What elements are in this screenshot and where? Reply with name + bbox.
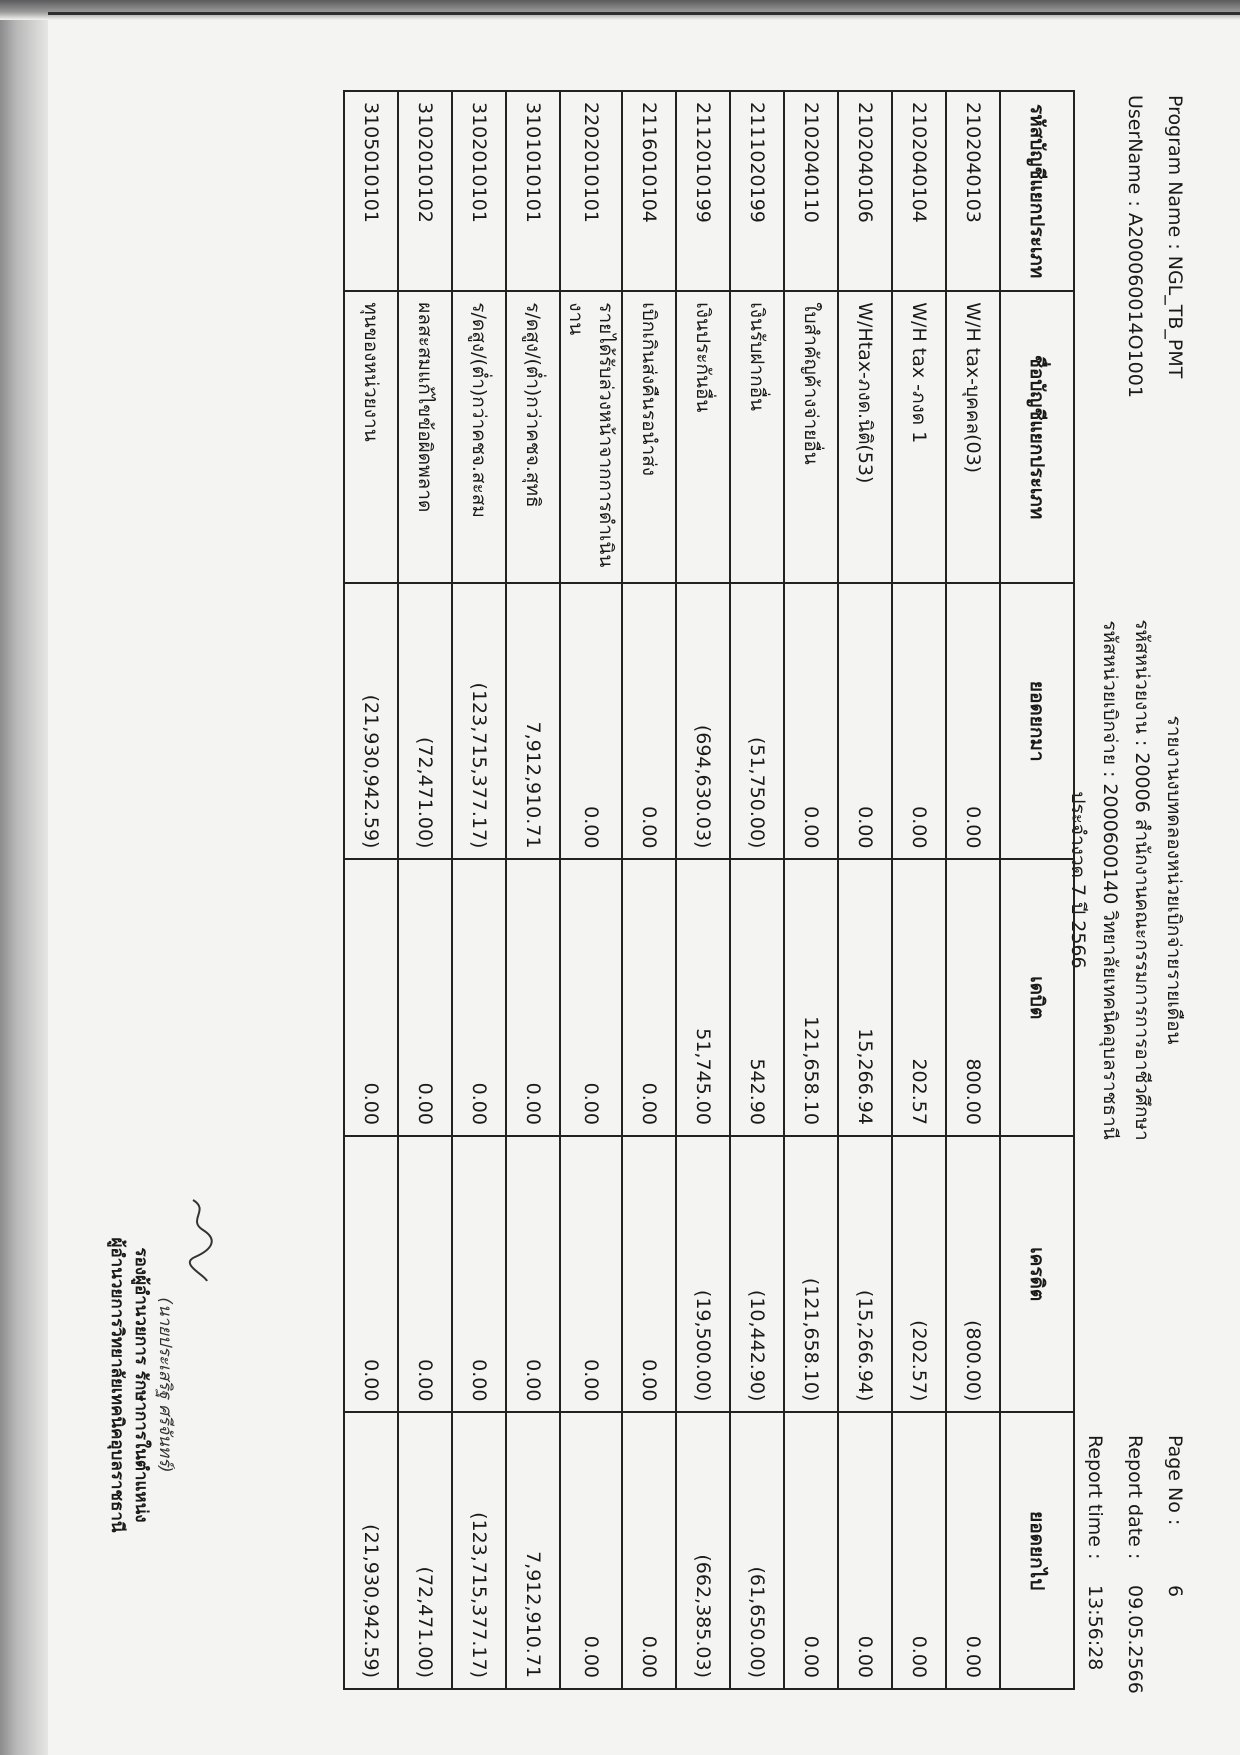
credit-cell: 0.00 xyxy=(622,1136,676,1412)
account-name-cell: ผลสะสมแก้ไขข้อผิดพลาด xyxy=(398,291,452,583)
col-account-name: ชื่อบัญชีแยกประเภท xyxy=(1000,291,1074,583)
account-name-cell: ร/ดสูง/(ต่ำ)กว่าคชจ.สุทธิ xyxy=(506,291,560,583)
credit-cell: 0.00 xyxy=(344,1136,398,1412)
credit-cell: (800.00) xyxy=(946,1136,1000,1412)
brought-forward-cell: 0.00 xyxy=(784,583,838,859)
table-row xyxy=(838,91,892,1689)
col-credit: เครดิต xyxy=(1000,1136,1074,1412)
debit-cell: 800.00 xyxy=(946,859,1000,1135)
carried-forward-cell: (21,930,942.59) xyxy=(344,1412,398,1689)
account-code-cell: 2102040104 xyxy=(892,91,946,291)
account-code-cell: 2202010101 xyxy=(560,91,622,291)
col-debit: เดบิต xyxy=(1000,859,1074,1135)
carried-forward-cell: (72,471.00) xyxy=(398,1412,452,1689)
brought-forward-cell: (694,630.03) xyxy=(676,583,730,859)
debit-cell: 0.00 xyxy=(344,859,398,1135)
carried-forward-cell: (61,650.00) xyxy=(730,1412,784,1689)
table-header-row xyxy=(1000,91,1074,1689)
debit-cell: 542.90 xyxy=(730,859,784,1135)
brought-forward-cell: 7,912,910.71 xyxy=(506,583,560,859)
table-row xyxy=(452,91,506,1689)
report-time: 13:56:28 xyxy=(1084,1585,1106,1671)
scan-left-edge xyxy=(0,0,48,1755)
brought-forward-cell: (21,930,942.59) xyxy=(344,583,398,859)
report-title: รายงานงบทดลองหน่วยเบิกจ่ายรายเดือน xyxy=(1163,715,1185,1045)
scan-top-line xyxy=(48,12,1240,15)
brought-forward-cell: (72,471.00) xyxy=(398,583,452,859)
account-code-cell: 2102040110 xyxy=(784,91,838,291)
brought-forward-cell: 0.00 xyxy=(622,583,676,859)
debit-cell: 0.00 xyxy=(452,859,506,1135)
report-date: 09.05.2566 xyxy=(1124,1585,1146,1694)
report-meta xyxy=(1075,1435,1195,1694)
brought-forward-cell: 0.00 xyxy=(560,583,622,859)
table-row xyxy=(344,91,398,1689)
table-row xyxy=(892,91,946,1689)
page-number: 6 xyxy=(1164,1585,1186,1598)
debit-cell: 202.57 xyxy=(892,859,946,1135)
carried-forward-cell: 0.00 xyxy=(946,1412,1000,1689)
account-code-cell: 3101010101 xyxy=(506,91,560,291)
agency-line: รหัสหน่วยงาน : 20006 สำนักงานคณะกรรมการการอาชีวศึกษา xyxy=(1131,619,1153,1141)
account-name-cell: เงินประกันอื่น xyxy=(676,291,730,583)
credit-cell: 0.00 xyxy=(560,1136,622,1412)
credit-cell: (121,658.10) xyxy=(784,1136,838,1412)
col-carried-forward: ยอดยกไป xyxy=(1000,1412,1074,1689)
carried-forward-cell: 7,912,910.71 xyxy=(506,1412,560,1689)
certification-block xyxy=(105,1105,177,1665)
signer-position: รองผู้อำนวยการ รักษาการในตำแหน่ง xyxy=(131,1247,151,1523)
table-row xyxy=(398,91,452,1689)
account-name-cell: W/Htax-ภงด.นิติ(53) xyxy=(838,291,892,583)
page-label: Page No : xyxy=(1164,1435,1186,1526)
credit-cell: 0.00 xyxy=(398,1136,452,1412)
report-date-label: Report date : xyxy=(1124,1435,1146,1560)
table-row xyxy=(730,91,784,1689)
debit-cell: 0.00 xyxy=(560,859,622,1135)
carried-forward-cell: 0.00 xyxy=(560,1412,622,1689)
carried-forward-cell: 0.00 xyxy=(892,1412,946,1689)
account-name-cell: ร/ดสูง/(ต่ำ)กว่าคชจ.สะสม xyxy=(452,291,506,583)
signer-organization: ผู้อำนวยการวิทยาลัยเทคนิคอุบลราชธานี xyxy=(107,1237,127,1533)
carried-forward-cell: (123,715,377.17) xyxy=(452,1412,506,1689)
col-brought-forward: ยอดยกมา xyxy=(1000,583,1074,859)
account-name-cell: ใบสำคัญค้างจ่ายอื่น xyxy=(784,291,838,583)
credit-cell: 0.00 xyxy=(506,1136,560,1412)
signature-mark xyxy=(185,1195,215,1285)
table-row xyxy=(676,91,730,1689)
credit-cell: (202.57) xyxy=(892,1136,946,1412)
account-code-cell: 3102010102 xyxy=(398,91,452,291)
credit-cell: (19,500.00) xyxy=(676,1136,730,1412)
account-code-cell: 3102010101 xyxy=(452,91,506,291)
account-name-cell: เบิกเกินส่งคืนรอนำส่ง xyxy=(622,291,676,583)
carried-forward-cell: 0.00 xyxy=(784,1412,838,1689)
credit-cell: (15,266.94) xyxy=(838,1136,892,1412)
brought-forward-cell: (51,750.00) xyxy=(730,583,784,859)
brought-forward-cell: 0.00 xyxy=(838,583,892,859)
carried-forward-cell: 0.00 xyxy=(838,1412,892,1689)
account-code-cell: 2111020199 xyxy=(730,91,784,291)
credit-cell: (10,442.90) xyxy=(730,1136,784,1412)
account-code-cell: 3105010101 xyxy=(344,91,398,291)
brought-forward-cell: (123,715,377.17) xyxy=(452,583,506,859)
rotated-report-sheet xyxy=(107,55,1215,1705)
account-code-cell: 2102040103 xyxy=(946,91,1000,291)
account-name-cell: W/H tax -ภงด 1 xyxy=(892,291,946,583)
report-time-label: Report time : xyxy=(1084,1435,1106,1560)
account-code-cell: 2112010199 xyxy=(676,91,730,291)
table-row xyxy=(946,91,1000,1689)
trial-balance-table xyxy=(343,90,1075,1690)
disbursing-unit-line: รหัสหน่วยเบิกจ่าย : 2000600140 วิทยาลัยเทคนิคอุบลราชธานี xyxy=(1099,620,1121,1140)
debit-cell: 51,745.00 xyxy=(676,859,730,1135)
debit-cell: 0.00 xyxy=(622,859,676,1135)
table-row xyxy=(784,91,838,1689)
carried-forward-cell: (662,385.03) xyxy=(676,1412,730,1689)
table-row xyxy=(560,91,622,1689)
table-body xyxy=(344,91,1000,1689)
debit-cell: 15,266.94 xyxy=(838,859,892,1135)
debit-cell: 0.00 xyxy=(506,859,560,1135)
scan-top-edge xyxy=(0,0,1240,20)
username: UserName : A200060014O1001 xyxy=(1124,95,1146,398)
account-name-cell: W/H tax-บุคคล(03) xyxy=(946,291,1000,583)
credit-cell: 0.00 xyxy=(452,1136,506,1412)
debit-cell: 121,658.10 xyxy=(784,859,838,1135)
debit-cell: 0.00 xyxy=(398,859,452,1135)
table-row xyxy=(506,91,560,1689)
col-account-code: รหัสบัญชีแยกประเภท xyxy=(1000,91,1074,291)
account-code-cell: 2102040106 xyxy=(838,91,892,291)
account-name-cell: ทุนของหน่วยงาน xyxy=(344,291,398,583)
table-row xyxy=(622,91,676,1689)
signer-name: (นายประเสริฐ ศรีจันทร์) xyxy=(155,1297,175,1473)
account-name-cell: รายได้รับล่วงหน้าจากการดำเนินงาน xyxy=(560,291,622,583)
brought-forward-cell: 0.00 xyxy=(892,583,946,859)
brought-forward-cell: 0.00 xyxy=(946,583,1000,859)
period-line: ประจำงวด 7 ปี 2566 xyxy=(1067,791,1089,969)
account-code-cell: 2116010104 xyxy=(622,91,676,291)
account-name-cell: เงินรับฝากอื่น xyxy=(730,291,784,583)
carried-forward-cell: 0.00 xyxy=(622,1412,676,1689)
program-name: Program Name : NGL_TB_PMT xyxy=(1164,95,1186,379)
